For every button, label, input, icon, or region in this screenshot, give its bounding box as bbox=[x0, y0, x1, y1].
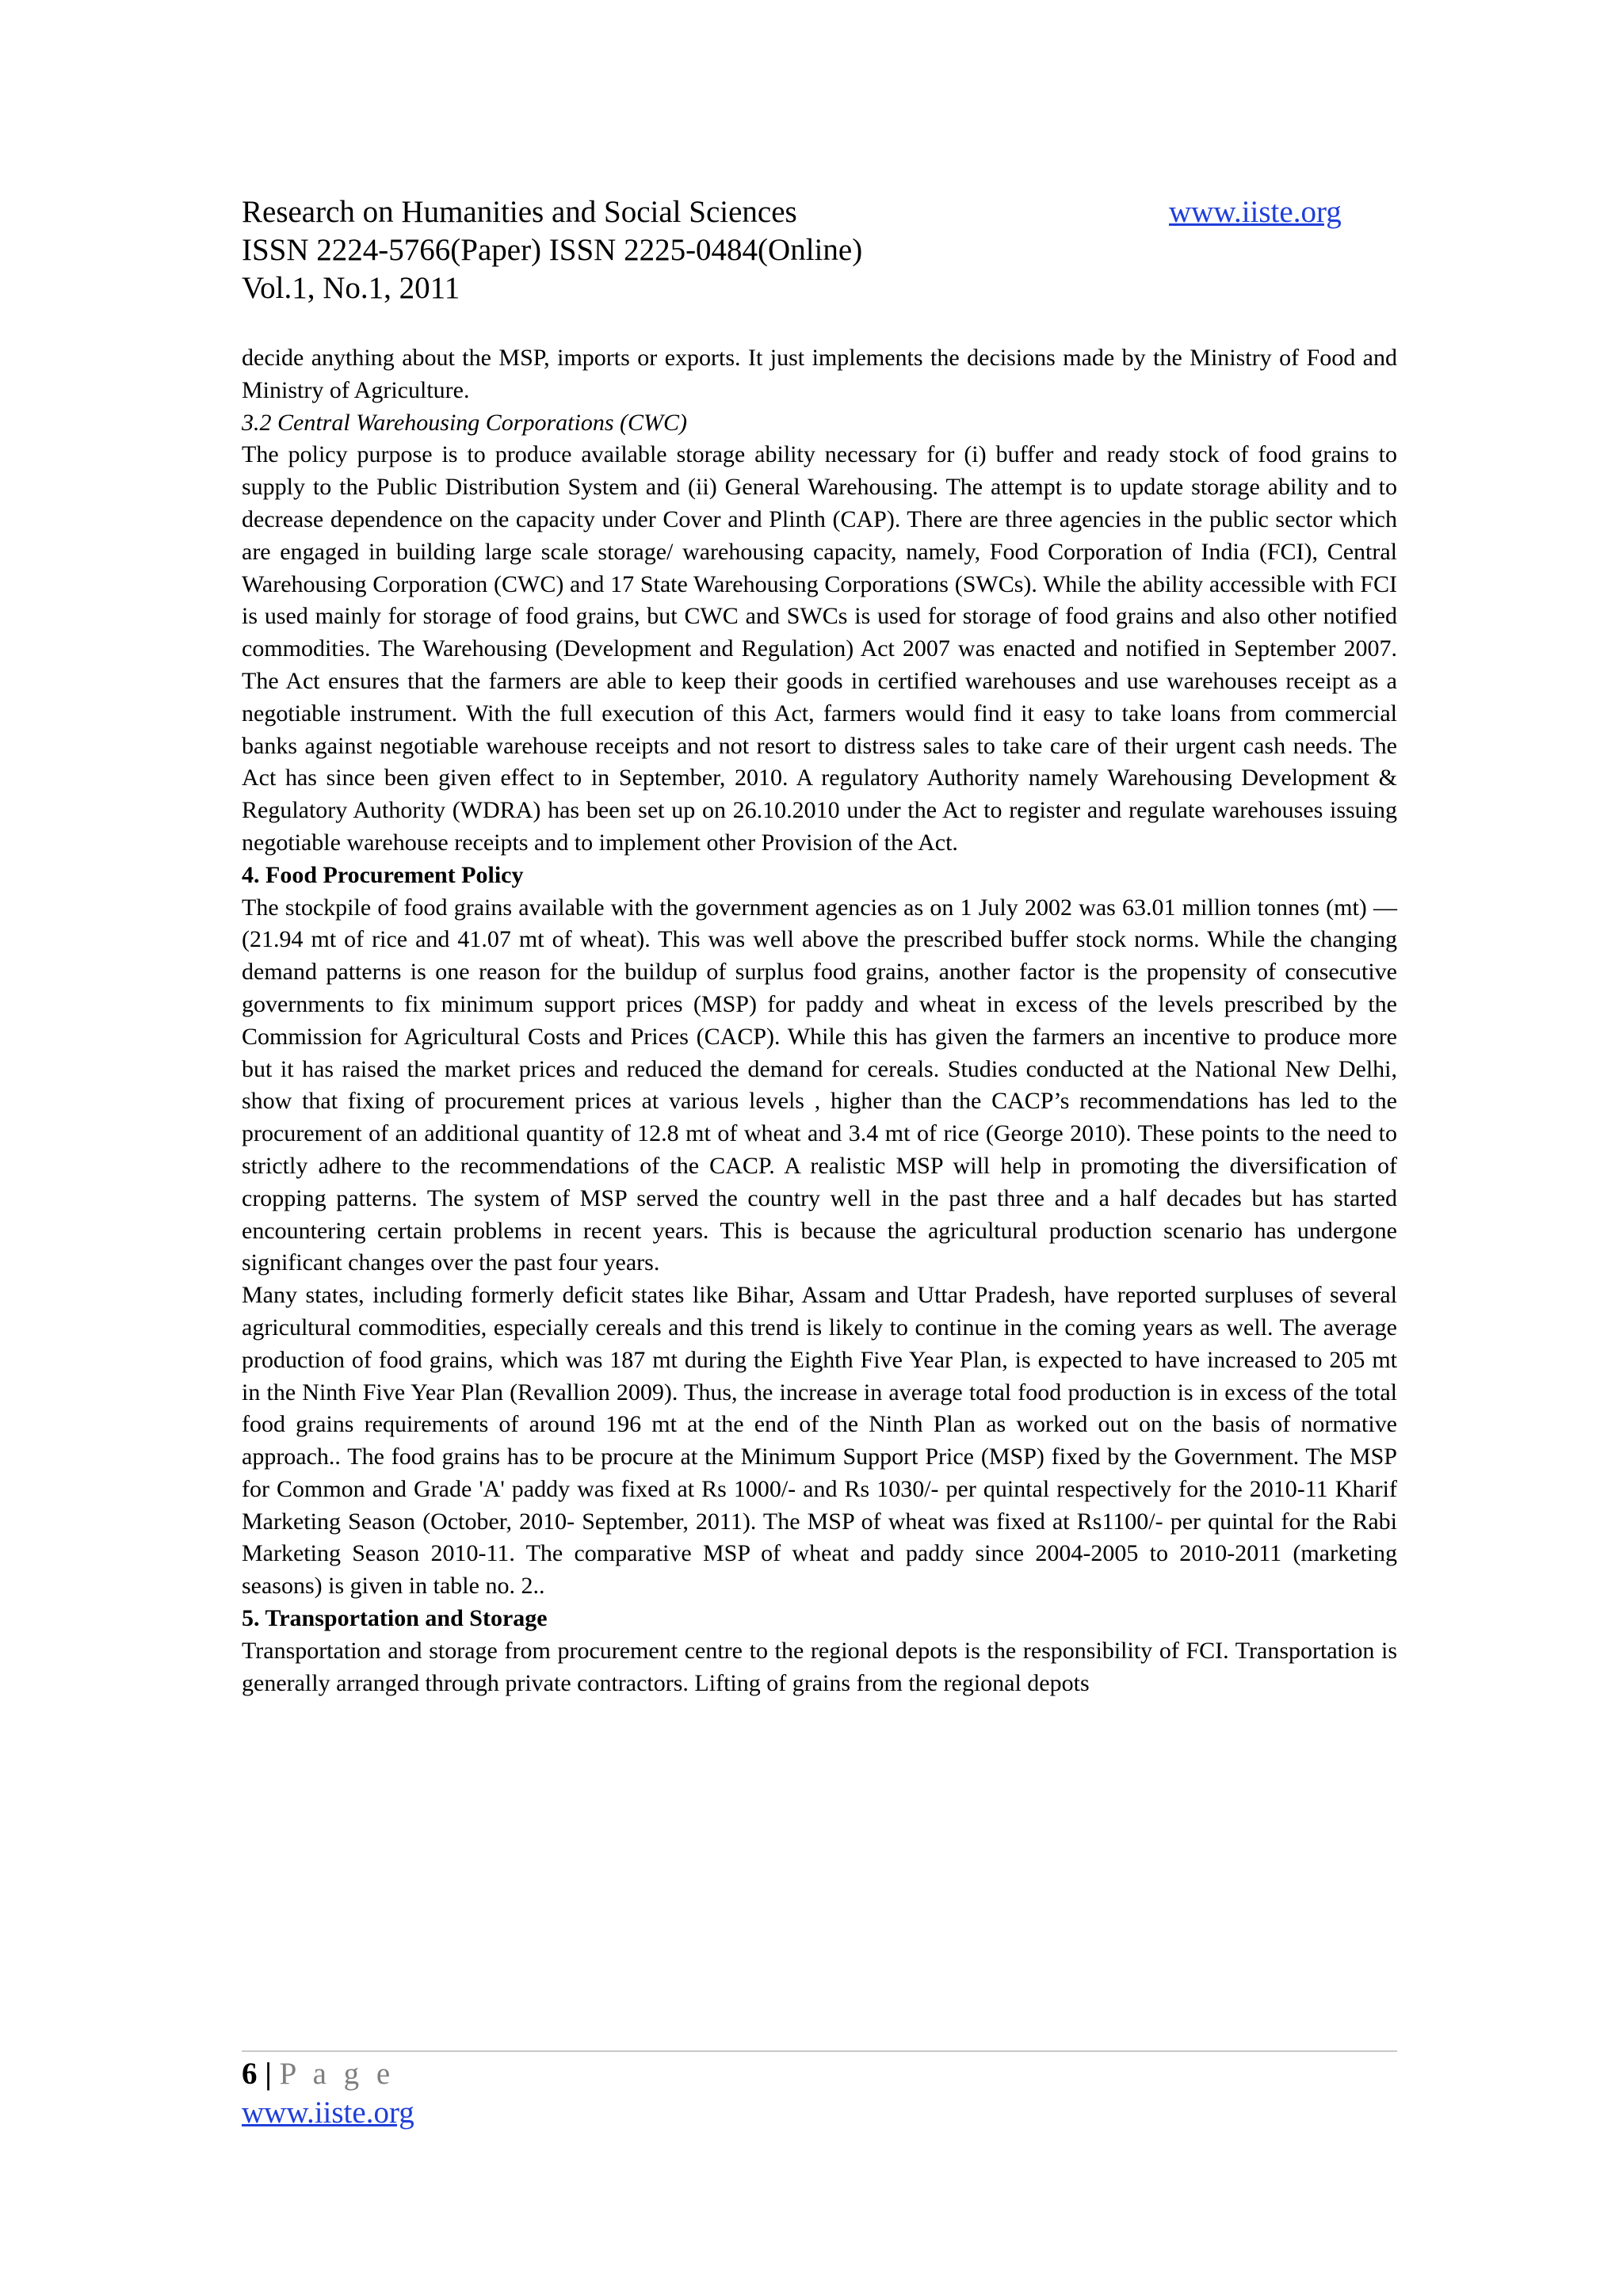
journal-title: Research on Humanities and Social Sciences bbox=[242, 195, 797, 229]
section-5-paragraph: Transportation and storage from procurement centre to the regional depots is the responsibility of FCI. Transportation is generally arranged through private contractors. Lifting of grains from the regional depots bbox=[242, 1637, 1397, 1696]
journal-issn: ISSN 2224-5766(Paper) ISSN 2225-0484(Online) bbox=[242, 233, 863, 267]
footer-journal-link[interactable]: www.iiste.org bbox=[242, 2096, 414, 2130]
section-4-paragraph-2: Many states, including formerly deficit states like Bihar, Assam and Uttar Pradesh, have reported surpluses of several agricultural commodities, especially cereals and this trend is likely to continue in the coming years as well. The average production of food grains, which was 187 mt during the Eighth Five Year Plan, is expected to have increased to 205 mt in the Ninth Five Year Plan (Revallion 2009). Thus, the increase in average total food production is in excess of the total food grains requirements of around 196 mt at the end of the Ninth Plan as worked out on the basis of normative approach.. The food grains has to be procure at the Minimum Support Price (MSP) fixed by the Government. The MSP for Common and Grade 'A' paddy was fixed at Rs 1000/- and Rs 1030/- per quintal respectively for the 2010-11 Kharif Marketing Season (October, 2010- September, 2011). The MSP of wheat was fixed at Rs1100/- per quintal for the Rabi Marketing Season 2010-11. The comparative MSP of wheat and paddy since 2004-2005 to 2010-2011 (marketing seasons) is given in table no. 2.. bbox=[242, 1282, 1397, 1600]
page-number-separator: | bbox=[265, 2057, 272, 2091]
page-number-value: 6 bbox=[242, 2057, 258, 2091]
intro-paragraph: decide anything about the MSP, imports or exports. It just implements the decisions made by the Ministry of Food and Ministry of Agriculture. bbox=[242, 345, 1397, 403]
section-3-2-paragraph: The policy purpose is to produce available storage ability necessary for (i) buffer and ready stock of food grains to supply to the Public Distribution System and (ii) General Warehousing. The attempt is to update storage ability and to decrease dependence on the capacity under Cover and Plinth (CAP). There are three agencies in the public sector which are engaged in building large scale storage/ warehousing capacity, namely, Food Corporation of India (FCI), Central Warehousing Corporation (CWC) and 17 State Warehousing Corporations (SWCs). While the ability accessible with FCI is used mainly for storage of food grains, but CWC and SWCs is used for storage of food grains and also other notified commodities. The Warehousing (Development and Regulation) Act 2007 was enacted and notified in September 2007. The Act ensures that the farmers are able to keep their goods in certified warehouses and use warehouses receipt as a negotiable instrument. With the full execution of this Act, farmers would find it easy to take loans from commercial banks against negotiable warehouse receipts and not resort to distress sales to take care of their urgent cash needs. The Act has since been given effect to in September, 2010. A regulatory Authority namely Warehousing Development & Regulatory Authority (WDRA) has been set up on 26.10.2010 under the Act to register and regulate warehouses issuing negotiable warehouse receipts and to implement other Provision of the Act. bbox=[242, 441, 1397, 856]
section-4-heading: 4. Food Procurement Policy bbox=[242, 861, 524, 888]
section-3-2-heading: 3.2 Central Warehousing Corporations (CWC) bbox=[242, 409, 687, 436]
footer-divider bbox=[242, 2050, 1397, 2052]
section-4-paragraph-1: The stockpile of food grains available with the government agencies as on 1 July 2002 was 63.01 million tonnes (mt) — (21.94 mt of rice and 41.07 mt of wheat). This was well above the prescribed buffer stock norms. While the changing demand patterns is one reason for the buildup of surplus food grains, another factor is the propensity of consecutive governments to fix minimum support prices (MSP) for paddy and wheat in excess of the levels prescribed by the Commission for Agricultural Costs and Prices (CACP). While this has given the farmers an incentive to produce more but it has raised the market prices and reduced the demand for cereals. Studies conducted at the National New Delhi, show that fixing of procurement prices at various levels , higher than the CACP’s recommendations has led to the procurement of an additional quantity of 12.8 mt of wheat and 3.4 mt of rice (George 2010). These points to the need to strictly adhere to the recommendations of the CACP. A realistic MSP will help in promoting the diversification of cropping patterns. The system of MSP served the country well in the past three and a half decades but has started encountering certain problems in recent years. This is because the agricultural production scenario has undergone significant changes over the past four years. bbox=[242, 894, 1397, 1276]
page-number bbox=[242, 2055, 395, 2093]
article-body bbox=[242, 342, 1397, 1699]
header-journal-link[interactable]: www.iiste.org bbox=[1169, 195, 1342, 229]
journal-volume: Vol.1, No.1, 2011 bbox=[242, 271, 460, 305]
section-5-heading: 5. Transportation and Storage bbox=[242, 1605, 548, 1632]
page-label: P a g e bbox=[279, 2057, 395, 2091]
